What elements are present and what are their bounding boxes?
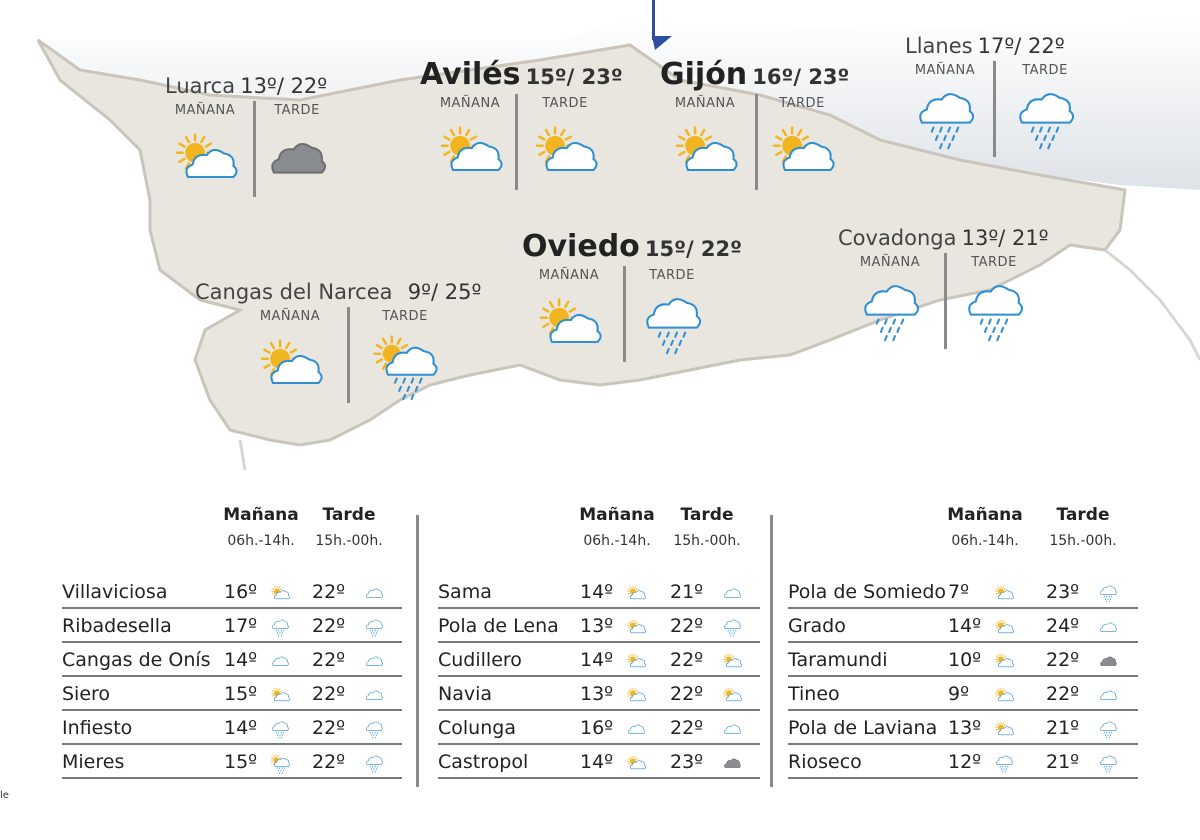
header-hours: 06h.-14h. [583, 533, 651, 549]
cloud-icon [364, 686, 384, 710]
period-label: TARDE [649, 268, 695, 283]
table-row [788, 609, 1138, 643]
afternoon-temp: 22º [312, 683, 346, 705]
period-label: MAÑANA [439, 96, 501, 111]
rain-shape [981, 320, 1007, 341]
rain-cloud-icon [961, 280, 1027, 346]
morning-temp: 17º [224, 615, 258, 637]
morning-temp: 15º [224, 683, 258, 705]
morning-temp: 14º [580, 581, 614, 603]
header-hours: 15h.-00h. [315, 533, 383, 549]
cloud-shape [725, 589, 741, 598]
header-period: Tarde [680, 505, 734, 525]
table-header-cell [940, 505, 1030, 549]
table-header [62, 505, 402, 575]
cloud-shape [367, 620, 383, 629]
cloud-shape [1101, 756, 1117, 765]
rain-shape [1032, 128, 1058, 149]
cloud-dark-icon [264, 128, 330, 194]
row-city: Navia [438, 683, 493, 705]
sun-cloud-icon [722, 686, 742, 710]
table-row [438, 677, 760, 711]
header-hours: 15h.-00h. [673, 533, 741, 549]
rain-cloud-icon [639, 293, 705, 359]
cloud-shape [273, 657, 289, 666]
sun-cloud-icon [994, 652, 1014, 676]
period-afternoon [247, 103, 347, 194]
cloud-icon [364, 652, 384, 676]
row-city: Pola de Lena [438, 615, 559, 637]
city-temp: 13º/ 22º [240, 74, 328, 98]
cloud-shape [273, 620, 289, 629]
city-name: Covadonga [838, 226, 957, 250]
rain-shape [659, 333, 685, 354]
cloud-icon [722, 584, 742, 608]
afternoon-temp: 22º [312, 615, 346, 637]
rain-shape [877, 320, 903, 341]
cloud-shape [367, 589, 383, 598]
row-city: Infiesto [62, 717, 133, 739]
period-morning [240, 309, 340, 400]
city-oviedo [522, 229, 742, 283]
period-label: MAÑANA [859, 255, 921, 270]
morning-temp: 7º [948, 581, 970, 603]
morning-temp: 14º [580, 649, 614, 671]
city-name: Cangas del Narcea [195, 280, 393, 304]
table-row [438, 609, 760, 643]
sun-cloud-icon [437, 121, 503, 187]
forecast-tables [0, 505, 1200, 805]
table-row [788, 575, 1138, 609]
afternoon-temp: 22º [312, 649, 346, 671]
row-city: Cangas de Onís [62, 649, 211, 671]
table-column [438, 505, 760, 779]
afternoon-temp: 22º [312, 581, 346, 603]
afternoon-temp: 21º [670, 581, 704, 603]
rain-shape [370, 766, 378, 772]
cloud-shape [272, 144, 325, 173]
period-label: MAÑANA [674, 96, 736, 111]
sun-rain-icon [270, 754, 290, 778]
sun-cloud-icon [172, 128, 238, 194]
rain-shape [370, 732, 378, 738]
period-label: MAÑANA [259, 309, 321, 324]
morning-temp: 14º [224, 649, 258, 671]
rain-cloud-icon [722, 618, 742, 642]
period-afternoon [355, 309, 455, 400]
row-city: Cudillero [438, 649, 522, 671]
period-separator [347, 307, 350, 403]
header-period: Mañana [947, 505, 1023, 525]
row-city: Tineo [788, 683, 840, 705]
cloud-icon [1098, 618, 1118, 642]
row-city: Pola de Somiedo [788, 581, 947, 603]
city-gijon [660, 57, 850, 111]
period-afternoon [944, 255, 1044, 346]
row-city: Castropol [438, 751, 529, 773]
period-morning [840, 255, 940, 346]
morning-temp: 14º [224, 717, 258, 739]
period-afternoon [752, 96, 852, 187]
period-label: TARDE [1022, 63, 1068, 78]
cloud-icon [270, 652, 290, 676]
morning-temp: 15º [224, 751, 258, 773]
sun-cloud-icon [994, 618, 1014, 642]
table-row [788, 711, 1138, 745]
header-period: Tarde [1056, 505, 1110, 525]
morning-temp: 13º [948, 717, 982, 739]
rain-cloud-icon [912, 88, 978, 154]
cloud-shape [1101, 691, 1117, 700]
cloud-shape [1101, 586, 1117, 595]
table-row [788, 677, 1138, 711]
footer-text: le [0, 790, 9, 801]
rain-shape [1000, 766, 1008, 772]
cloud-shape [997, 756, 1013, 765]
header-hours: 06h.-14h. [951, 533, 1019, 549]
rain-cloud-icon [364, 618, 384, 642]
table-row [438, 711, 760, 745]
city-name: Avilés [420, 57, 521, 92]
column-separator [770, 515, 773, 787]
afternoon-temp: 22º [1046, 649, 1080, 671]
sun-cloud-icon [994, 584, 1014, 608]
table-row [62, 575, 402, 609]
cloud-shape [920, 94, 973, 123]
sun-cloud-icon [672, 121, 738, 187]
city-temp: 17º/ 22º [977, 34, 1065, 58]
border-line [1105, 250, 1200, 360]
cloud-shape [1101, 722, 1117, 731]
period-label: MAÑANA [174, 103, 236, 118]
period-morning [420, 96, 520, 187]
border-line [240, 440, 245, 470]
period-label: MAÑANA [538, 268, 600, 283]
afternoon-temp: 22º [670, 683, 704, 705]
table-header-cell [1038, 505, 1128, 549]
period-label: TARDE [779, 96, 825, 111]
period-morning [519, 268, 619, 359]
header-hours: 15h.-00h. [1049, 533, 1117, 549]
afternoon-temp: 23º [1046, 581, 1080, 603]
table-row [62, 643, 402, 677]
row-city: Taramundi [788, 649, 888, 671]
rain-shape [728, 630, 736, 636]
period-label: TARDE [382, 309, 428, 324]
cloud-shape [367, 691, 383, 700]
table-header-cell [216, 505, 306, 549]
sun-cloud-icon [626, 686, 646, 710]
city-covadonga [838, 226, 1049, 270]
morning-temp: 14º [948, 615, 982, 637]
cloud-shape [969, 286, 1022, 315]
afternoon-temp: 23º [670, 751, 704, 773]
rain-cloud-icon [857, 280, 923, 346]
rain-shape [1104, 596, 1112, 602]
period-morning [895, 63, 995, 154]
cloud-shape [367, 756, 383, 765]
morning-temp: 16º [580, 717, 614, 739]
afternoon-temp: 22º [670, 717, 704, 739]
sun-cloud-icon [994, 720, 1014, 744]
rain-cloud-icon [1098, 584, 1118, 608]
morning-temp: 13º [580, 615, 614, 637]
column-separator [416, 515, 419, 787]
table-row [62, 677, 402, 711]
cloud-shape [1101, 623, 1117, 632]
cloud-icon [1098, 686, 1118, 710]
sun-cloud-icon [257, 334, 323, 400]
north-marker [652, 0, 655, 40]
afternoon-temp: 22º [670, 649, 704, 671]
rain-cloud-icon [364, 720, 384, 744]
rain-cloud-icon [270, 618, 290, 642]
cloud-shape [725, 725, 741, 734]
sun-cloud-icon [626, 584, 646, 608]
rain-cloud-icon [994, 754, 1014, 778]
cloud-icon [722, 720, 742, 744]
rain-shape [276, 732, 284, 738]
morning-temp: 9º [948, 683, 970, 705]
cloud-icon [364, 584, 384, 608]
cloud-shape [1101, 657, 1117, 666]
period-morning [155, 103, 255, 194]
afternoon-temp: 22º [1046, 683, 1080, 705]
row-city: Grado [788, 615, 846, 637]
cloud-shape [273, 722, 289, 731]
period-label: MAÑANA [914, 63, 976, 78]
rain-shape [395, 379, 421, 400]
table-row [62, 711, 402, 745]
rain-cloud-icon [1098, 720, 1118, 744]
period-label: TARDE [274, 103, 320, 118]
table-row [438, 575, 760, 609]
sun-cloud-icon [769, 121, 835, 187]
morning-temp: 16º [224, 581, 258, 603]
sun-cloud-icon [994, 686, 1014, 710]
cloud-icon [626, 720, 646, 744]
table-row [438, 745, 760, 779]
period-label: TARDE [542, 96, 588, 111]
rain-shape [276, 630, 284, 636]
sun-cloud-icon [626, 652, 646, 676]
afternoon-temp: 21º [1046, 717, 1080, 739]
cloud-shape [865, 286, 918, 315]
row-city: Mieres [62, 751, 125, 773]
morning-temp: 12º [948, 751, 982, 773]
city-llanes [905, 34, 1068, 78]
table-header [788, 505, 1138, 575]
city-temp: 16º/ 23º [752, 65, 850, 89]
period-afternoon [515, 96, 615, 187]
table-header [438, 505, 760, 575]
city-temp: 15º/ 23º [525, 65, 623, 89]
sun-cloud-icon [536, 293, 602, 359]
table-row [788, 643, 1138, 677]
cloud-shape [647, 299, 700, 328]
rain-shape [1104, 732, 1112, 738]
row-city: Rioseco [788, 751, 862, 773]
period-afternoon [995, 63, 1095, 154]
cloud-shape [367, 657, 383, 666]
table-header-cell [304, 505, 394, 549]
morning-temp: 14º [580, 751, 614, 773]
sun-cloud-icon [532, 121, 598, 187]
row-city: Villaviciosa [62, 581, 168, 603]
city-name: Gijón [660, 57, 748, 92]
table-column [788, 505, 1138, 779]
period-afternoon [622, 268, 722, 359]
table-row [438, 643, 760, 677]
city-temp: 9º/ 25º [407, 280, 482, 304]
rain-cloud-icon [270, 720, 290, 744]
afternoon-temp: 24º [1046, 615, 1080, 637]
rain-shape [932, 128, 958, 149]
rain-cloud-icon [1098, 754, 1118, 778]
row-city: Sama [438, 581, 492, 603]
header-hours: 06h.-14h. [227, 533, 295, 549]
city-cangas-del-narcea [195, 280, 482, 324]
cloud-shape [725, 620, 741, 629]
table-column [62, 505, 402, 779]
table-header-cell [572, 505, 662, 549]
rain-shape [277, 768, 285, 774]
city-name: Oviedo [522, 229, 640, 264]
cloud-shape [1020, 94, 1073, 123]
period-label: TARDE [971, 255, 1017, 270]
sun-cloud-icon [722, 652, 742, 676]
row-city: Pola de Laviana [788, 717, 938, 739]
rain-shape [1104, 766, 1112, 772]
row-city: Ribadesella [62, 615, 172, 637]
morning-temp: 13º [580, 683, 614, 705]
rain-cloud-icon [1012, 88, 1078, 154]
sun-rain-icon [372, 334, 438, 400]
afternoon-temp: 22º [312, 751, 346, 773]
rain-cloud-icon [364, 754, 384, 778]
sun-cloud-icon [270, 686, 290, 710]
header-period: Mañana [223, 505, 299, 525]
table-row [62, 609, 402, 643]
city-temp: 13º/ 21º [961, 226, 1049, 250]
city-name: Llanes [905, 34, 973, 58]
city-aviles [420, 57, 623, 111]
morning-temp: 10º [948, 649, 982, 671]
cloud-shape [725, 759, 741, 768]
row-city: Colunga [438, 717, 516, 739]
cloud-dark-icon [722, 754, 742, 778]
afternoon-temp: 21º [1046, 751, 1080, 773]
city-temp: 15º/ 22º [644, 237, 742, 261]
period-morning [655, 96, 755, 187]
cloud-dark-icon [1098, 652, 1118, 676]
rain-shape [370, 630, 378, 636]
city-name: Luarca [165, 74, 236, 98]
afternoon-temp: 22º [312, 717, 346, 739]
sun-cloud-icon [626, 754, 646, 778]
row-city: Siero [62, 683, 111, 705]
sun-cloud-icon [626, 618, 646, 642]
header-period: Mañana [579, 505, 655, 525]
header-period: Tarde [322, 505, 376, 525]
afternoon-temp: 22º [670, 615, 704, 637]
cloud-shape [367, 722, 383, 731]
sun-cloud-icon [270, 584, 290, 608]
cloud-shape [629, 725, 645, 734]
city-luarca [165, 74, 328, 118]
table-header-cell [662, 505, 752, 549]
table-row [788, 745, 1138, 779]
table-row [62, 745, 402, 779]
